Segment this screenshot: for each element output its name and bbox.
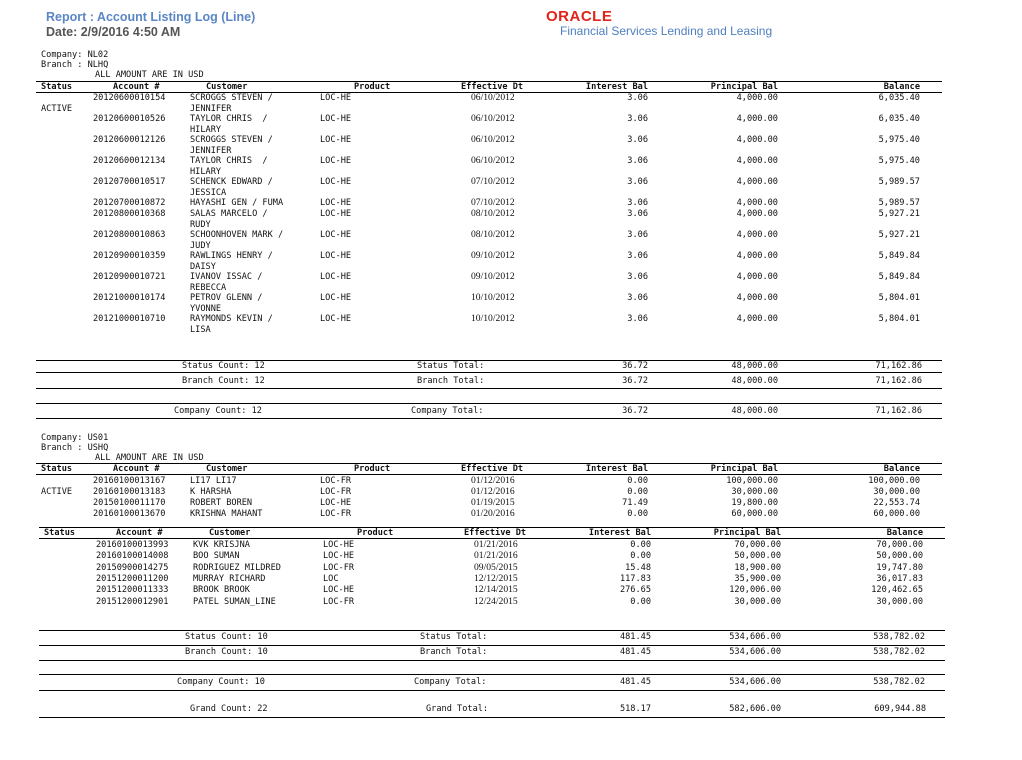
nl-row-effective: 09/10/2012 bbox=[471, 271, 515, 282]
col-balance: Balance bbox=[886, 528, 923, 538]
col-principal: Principal Bal bbox=[710, 82, 778, 92]
us-company-principal: 534,606.00 bbox=[729, 677, 781, 687]
us-row2-customer: KVK KRISJNA bbox=[193, 540, 250, 550]
us-row-principal: 30,000.00 bbox=[731, 487, 778, 497]
us-row-interest: 71.49 bbox=[622, 498, 648, 508]
nl-row-product: LOC-HE bbox=[320, 293, 352, 303]
us-row2-principal: 70,000.00 bbox=[734, 540, 781, 550]
us-row-account: 20150100011170 bbox=[93, 498, 166, 508]
us-row2-account: 20150900014275 bbox=[96, 562, 169, 573]
amount-note: ALL AMOUNT ARE IN USD bbox=[95, 453, 204, 463]
col-balance: Balance bbox=[883, 464, 920, 474]
nl-row-account: 20120700010872 bbox=[93, 198, 166, 208]
nl-row-balance: 5,927.21 bbox=[878, 209, 920, 219]
nl-status-balance: 71,162.86 bbox=[875, 361, 922, 371]
nl-branch-interest: 36.72 bbox=[622, 376, 648, 386]
nl-row-effective: 10/10/2012 bbox=[471, 313, 515, 324]
us-row2-balance: 120,462.65 bbox=[871, 585, 923, 596]
nl-branch-count-label: Branch Count: 12 bbox=[182, 376, 265, 386]
us-row-account: 20160100013670 bbox=[93, 509, 166, 519]
nl-row-balance: 5,804.01 bbox=[878, 293, 920, 303]
col-effective: Effective Dt bbox=[461, 82, 524, 92]
us-row-effective: 01/20/2016 bbox=[471, 508, 515, 519]
nl-row-customer: TAYLOR CHRIS / HILARY bbox=[190, 114, 268, 135]
nl-row-product: LOC-HE bbox=[320, 198, 352, 208]
us-row2-customer: RODRIGUEZ MILDRED bbox=[193, 562, 281, 573]
col-account: Account # bbox=[113, 464, 160, 474]
us-company-count-label: Company Count: 10 bbox=[177, 677, 265, 687]
us-row-product: LOC-HE bbox=[320, 498, 352, 508]
nl-status-interest: 36.72 bbox=[622, 361, 648, 371]
summary-rule bbox=[36, 418, 942, 419]
us-row-account: 20160100013183 bbox=[93, 487, 166, 497]
nl-row-customer: RAWLINGS HENRY / DAISY bbox=[190, 251, 273, 272]
us-row-interest: 0.00 bbox=[627, 509, 648, 519]
us-company-total-label: Company Total: bbox=[414, 677, 487, 687]
nl-company-interest: 36.72 bbox=[622, 406, 648, 416]
grand-principal: 582,606.00 bbox=[729, 704, 781, 714]
us-row2-effective: 12/14/2015 bbox=[474, 584, 518, 596]
us-branch-principal: 534,606.00 bbox=[729, 647, 781, 657]
col-product: Product bbox=[354, 464, 391, 474]
us-status-count-label: Status Count: 10 bbox=[185, 632, 268, 642]
nl-row-account: 20120900010721 bbox=[93, 272, 166, 282]
nl-row-account: 20120700010517 bbox=[93, 177, 166, 187]
us-row-balance: 60,000.00 bbox=[873, 509, 920, 519]
col-status: Status bbox=[44, 528, 76, 538]
nl-row-interest: 3.06 bbox=[627, 314, 648, 324]
us-row2-product: LOC-HE bbox=[323, 540, 355, 550]
nl-row-principal: 4,000.00 bbox=[736, 93, 778, 103]
grand-balance: 609,944.88 bbox=[874, 704, 926, 714]
us-row2-account: 20151200011333 bbox=[96, 585, 169, 596]
logo-subtitle: Financial Services Lending and Leasing bbox=[560, 24, 773, 38]
nl-row-balance: 5,927.21 bbox=[878, 230, 920, 240]
us-row-product: LOC-FR bbox=[320, 476, 352, 486]
nl-row-effective: 06/10/2012 bbox=[471, 113, 515, 124]
us-row2-balance: 50,000.00 bbox=[876, 551, 923, 562]
us-row-principal: 19,800.00 bbox=[731, 498, 778, 508]
col-customer: Customer bbox=[206, 464, 248, 474]
nl-row-product: LOC-HE bbox=[320, 251, 352, 261]
us-row-product: LOC-FR bbox=[320, 487, 352, 497]
nl-company-count-label: Company Count: 12 bbox=[174, 406, 262, 416]
us-row2-product: LOC-HE bbox=[323, 585, 355, 596]
oracle-logo bbox=[546, 10, 772, 38]
us-row2-effective: 12/12/2015 bbox=[474, 572, 518, 584]
nl-row-interest: 3.06 bbox=[627, 230, 648, 240]
grand-total-label: Grand Total: bbox=[426, 704, 489, 714]
nl-row-principal: 4,000.00 bbox=[736, 114, 778, 124]
us-row2-principal: 50,000.00 bbox=[734, 551, 781, 562]
us-row2-interest: 117.83 bbox=[619, 573, 651, 584]
us-row-principal: 60,000.00 bbox=[731, 509, 778, 519]
nl-row-principal: 4,000.00 bbox=[736, 251, 778, 261]
logo-name: ORACLE bbox=[546, 8, 613, 25]
col-interest: Interest Bal bbox=[588, 528, 651, 538]
nl-row-customer: SALAS MARCELO / RUDY bbox=[190, 209, 268, 230]
us-row2-customer: PATEL SUMAN_LINE bbox=[193, 596, 276, 607]
us-row-balance: 22,553.74 bbox=[873, 498, 920, 508]
nl-row-interest: 3.06 bbox=[627, 272, 648, 282]
nl-status-count-label: Status Count: 12 bbox=[182, 361, 265, 371]
us-status-interest: 481.45 bbox=[619, 632, 651, 642]
col-account: Account # bbox=[116, 528, 163, 538]
nl-row-balance: 5,849.84 bbox=[878, 272, 920, 282]
us-row2-product: LOC bbox=[323, 573, 339, 584]
nl-row-customer: TAYLOR CHRIS / HILARY bbox=[190, 156, 268, 177]
amount-note: ALL AMOUNT ARE IN USD bbox=[95, 70, 204, 80]
nl-row-principal: 4,000.00 bbox=[736, 177, 778, 187]
nl-row-account: 20120600012134 bbox=[93, 156, 166, 166]
us-row2-interest: 0.00 bbox=[630, 551, 651, 562]
summary-rule bbox=[36, 360, 942, 361]
nl-row-account: 20120800010368 bbox=[93, 209, 166, 219]
nl-row-account: 20121000010174 bbox=[93, 293, 166, 303]
nl-row-balance: 5,975.40 bbox=[878, 156, 920, 166]
us-row2-principal: 18,900.00 bbox=[734, 562, 781, 573]
summary-rule bbox=[39, 674, 945, 675]
col-effective: Effective Dt bbox=[461, 464, 524, 474]
us-row2-effective: 09/05/2015 bbox=[474, 561, 518, 573]
us-row2-interest: 15.48 bbox=[625, 562, 651, 573]
nl-row-account: 20121000010710 bbox=[93, 314, 166, 324]
us-row2-account: 20160100013993 bbox=[96, 540, 169, 550]
nl-row-effective: 06/10/2012 bbox=[471, 134, 515, 145]
nl-row-product: LOC-HE bbox=[320, 272, 352, 282]
nl-row-customer: IVANOV ISSAC / REBECCA bbox=[190, 272, 263, 293]
nl-row-effective: 09/10/2012 bbox=[471, 250, 515, 261]
col-principal: Principal Bal bbox=[710, 464, 778, 474]
branch-label: Branch : NLHQ bbox=[41, 60, 109, 70]
nl-row-product: LOC-HE bbox=[320, 114, 352, 124]
nl-row-product: LOC-HE bbox=[320, 93, 352, 103]
nl-row-interest: 3.06 bbox=[627, 251, 648, 261]
col-status: Status bbox=[41, 464, 73, 474]
nl-row-product: LOC-HE bbox=[320, 156, 352, 166]
us-row-product: LOC-FR bbox=[320, 509, 352, 519]
summary-rule bbox=[36, 372, 942, 373]
nl-row-customer: HAYASHI GEN / FUMA bbox=[190, 198, 284, 208]
nl-row-interest: 3.06 bbox=[627, 209, 648, 219]
nl-row-balance: 5,989.57 bbox=[878, 177, 920, 187]
us-row2-account: 20151200012901 bbox=[96, 596, 169, 607]
nl-row-principal: 4,000.00 bbox=[736, 209, 778, 219]
nl-row-customer: PETROV GLENN / YVONNE bbox=[190, 293, 263, 314]
col-status: Status bbox=[41, 82, 73, 92]
us-row2-customer: BROOK BROOK bbox=[193, 585, 250, 596]
nl-row-interest: 3.06 bbox=[627, 156, 648, 166]
us-row-balance: 100,000.00 bbox=[868, 476, 920, 486]
summary-rule bbox=[36, 403, 942, 404]
report-title: Report : Account Listing Log (Line) bbox=[46, 10, 256, 24]
col-principal: Principal Bal bbox=[713, 528, 781, 538]
summary-rule bbox=[39, 690, 945, 691]
col-account: Account # bbox=[113, 82, 160, 92]
nl-row-principal: 4,000.00 bbox=[736, 156, 778, 166]
us-row2-balance: 36,017.83 bbox=[876, 573, 923, 584]
nl-row-balance: 6,035.40 bbox=[878, 114, 920, 124]
us-row2-interest: 0.00 bbox=[630, 596, 651, 607]
nl-row-product: LOC-HE bbox=[320, 314, 352, 324]
nl-row-effective: 10/10/2012 bbox=[471, 292, 515, 303]
nl-row-interest: 3.06 bbox=[627, 93, 648, 103]
nl-row-principal: 4,000.00 bbox=[736, 293, 778, 303]
nl-row-product: LOC-HE bbox=[320, 230, 352, 240]
nl-row-balance: 6,035.40 bbox=[878, 93, 920, 103]
us-row-interest: 0.00 bbox=[627, 476, 648, 486]
nl-row-balance: 5,804.01 bbox=[878, 314, 920, 324]
company-label: Company: NL02 bbox=[41, 50, 109, 60]
nl-row-principal: 4,000.00 bbox=[736, 198, 778, 208]
report-date: Date: 2/9/2016 4:50 AM bbox=[46, 25, 181, 39]
col-interest: Interest Bal bbox=[585, 464, 648, 474]
us-row-effective: 01/12/2016 bbox=[471, 475, 515, 486]
us-row-customer: LI17 LI17 bbox=[190, 476, 237, 486]
us-row2-customer: BOO SUMAN bbox=[193, 551, 240, 562]
us-row-customer: KRISHNA MAHANT bbox=[190, 509, 263, 519]
us-row2-principal: 30,000.00 bbox=[734, 596, 781, 607]
us-row2-customer: MURRAY RICHARD bbox=[193, 573, 266, 584]
nl-row-customer: SCROGGS STEVEN / JENNIFER bbox=[190, 93, 273, 114]
us-row2-product: LOC-FR bbox=[323, 596, 355, 607]
us-row2-interest: 0.00 bbox=[630, 540, 651, 550]
us-status-balance: 538,782.02 bbox=[873, 632, 925, 642]
nl-row-interest: 3.06 bbox=[627, 177, 648, 187]
us-branch-count-label: Branch Count: 10 bbox=[185, 647, 268, 657]
nl-row-account: 20120600012126 bbox=[93, 135, 166, 145]
nl-row-principal: 4,000.00 bbox=[736, 230, 778, 240]
nl-row-account: 20120800010863 bbox=[93, 230, 166, 240]
us-branch-balance: 538,782.02 bbox=[873, 647, 925, 657]
us-row-interest: 0.00 bbox=[627, 487, 648, 497]
us-row2-account: 20160100014008 bbox=[96, 551, 169, 562]
nl-row-effective: 07/10/2012 bbox=[471, 176, 515, 187]
nl-row-interest: 3.06 bbox=[627, 293, 648, 303]
nl-row-customer: SCROGGS STEVEN / JENNIFER bbox=[190, 135, 273, 156]
us-row2-account: 20151200011200 bbox=[96, 573, 169, 584]
nl-row-customer: RAYMONDS KEVIN / LISA bbox=[190, 314, 273, 335]
us-row2-product: LOC-FR bbox=[323, 562, 355, 573]
us-row-balance: 30,000.00 bbox=[873, 487, 920, 497]
nl-row-interest: 3.06 bbox=[627, 198, 648, 208]
nl-row-balance: 5,975.40 bbox=[878, 135, 920, 145]
col-product: Product bbox=[354, 82, 391, 92]
col-interest: Interest Bal bbox=[585, 82, 648, 92]
nl-row-account: 20120600010154 bbox=[93, 93, 166, 103]
nl-row-effective: 06/10/2012 bbox=[471, 92, 515, 103]
summary-rule bbox=[39, 645, 945, 646]
nl-branch-balance: 71,162.86 bbox=[875, 376, 922, 386]
nl-row-interest: 3.06 bbox=[627, 114, 648, 124]
us-company-interest: 481.45 bbox=[619, 677, 651, 687]
nl-row-customer: SCHENCK EDWARD / JESSICA bbox=[190, 177, 273, 198]
nl-row-principal: 4,000.00 bbox=[736, 314, 778, 324]
us-row2-balance: 70,000.00 bbox=[876, 540, 923, 550]
us-row-effective: 01/12/2016 bbox=[471, 486, 515, 497]
grand-interest: 518.17 bbox=[619, 704, 651, 714]
us-row2-balance: 30,000.00 bbox=[876, 596, 923, 607]
us-row2-effective: 01/21/2016 bbox=[474, 539, 518, 550]
us-company-balance: 538,782.02 bbox=[873, 677, 925, 687]
us-row-customer: K HARSHA bbox=[190, 487, 232, 497]
us-status-principal: 534,606.00 bbox=[729, 632, 781, 642]
nl-branch-total-label: Branch Total: bbox=[417, 376, 485, 386]
status-active: ACTIVE bbox=[41, 104, 73, 114]
summary-rule bbox=[39, 717, 945, 718]
nl-row-effective: 07/10/2012 bbox=[471, 197, 515, 208]
nl-status-total-label: Status Total: bbox=[417, 361, 485, 371]
summary-rule bbox=[36, 388, 942, 389]
us-row2-balance: 19,747.80 bbox=[876, 562, 923, 573]
us-row-effective: 01/19/2015 bbox=[471, 497, 515, 508]
company-label: Company: US01 bbox=[41, 433, 109, 443]
us-row2-principal: 35,900.00 bbox=[734, 573, 781, 584]
nl-company-balance: 71,162.86 bbox=[875, 406, 922, 416]
us-row2-effective: 01/21/2016 bbox=[474, 550, 518, 562]
nl-row-balance: 5,989.57 bbox=[878, 198, 920, 208]
us-row2-product: LOC-HE bbox=[323, 551, 355, 562]
nl-row-account: 20120900010359 bbox=[93, 251, 166, 261]
us-branch-interest: 481.45 bbox=[619, 647, 651, 657]
us-row-principal: 100,000.00 bbox=[726, 476, 778, 486]
nl-row-effective: 06/10/2012 bbox=[471, 155, 515, 166]
nl-row-effective: 08/10/2012 bbox=[471, 229, 515, 240]
nl-row-product: LOC-HE bbox=[320, 135, 352, 145]
status-active: ACTIVE bbox=[41, 487, 73, 497]
col-customer: Customer bbox=[206, 82, 248, 92]
us-branch-total-label: Branch Total: bbox=[420, 647, 488, 657]
us-row-account: 20160100013167 bbox=[93, 476, 166, 486]
nl-row-account: 20120600010526 bbox=[93, 114, 166, 124]
grand-count-label: Grand Count: 22 bbox=[190, 704, 268, 714]
summary-rule bbox=[39, 660, 945, 661]
nl-row-customer: SCHOONHOVEN MARK / JUDY bbox=[190, 230, 284, 251]
nl-company-total-label: Company Total: bbox=[411, 406, 484, 416]
nl-row-effective: 08/10/2012 bbox=[471, 208, 515, 219]
nl-row-product: LOC-HE bbox=[320, 177, 352, 187]
nl-row-interest: 3.06 bbox=[627, 135, 648, 145]
us-row-customer: ROBERT BOREN bbox=[190, 498, 253, 508]
branch-label: Branch : USHQ bbox=[41, 443, 109, 453]
nl-status-principal: 48,000.00 bbox=[731, 361, 778, 371]
col-balance: Balance bbox=[883, 82, 920, 92]
nl-row-principal: 4,000.00 bbox=[736, 135, 778, 145]
nl-row-balance: 5,849.84 bbox=[878, 251, 920, 261]
nl-row-product: LOC-HE bbox=[320, 209, 352, 219]
us-status-total-label: Status Total: bbox=[420, 632, 488, 642]
col-customer: Customer bbox=[209, 528, 251, 538]
nl-company-principal: 48,000.00 bbox=[731, 406, 778, 416]
nl-branch-principal: 48,000.00 bbox=[731, 376, 778, 386]
us-row2-principal: 120,006.00 bbox=[729, 585, 781, 596]
col-product: Product bbox=[357, 528, 394, 538]
col-effective: Effective Dt bbox=[464, 528, 527, 538]
us-row2-interest: 276.65 bbox=[619, 585, 651, 596]
us-row2-effective: 12/24/2015 bbox=[474, 595, 518, 607]
nl-row-principal: 4,000.00 bbox=[736, 272, 778, 282]
summary-rule bbox=[39, 630, 945, 631]
